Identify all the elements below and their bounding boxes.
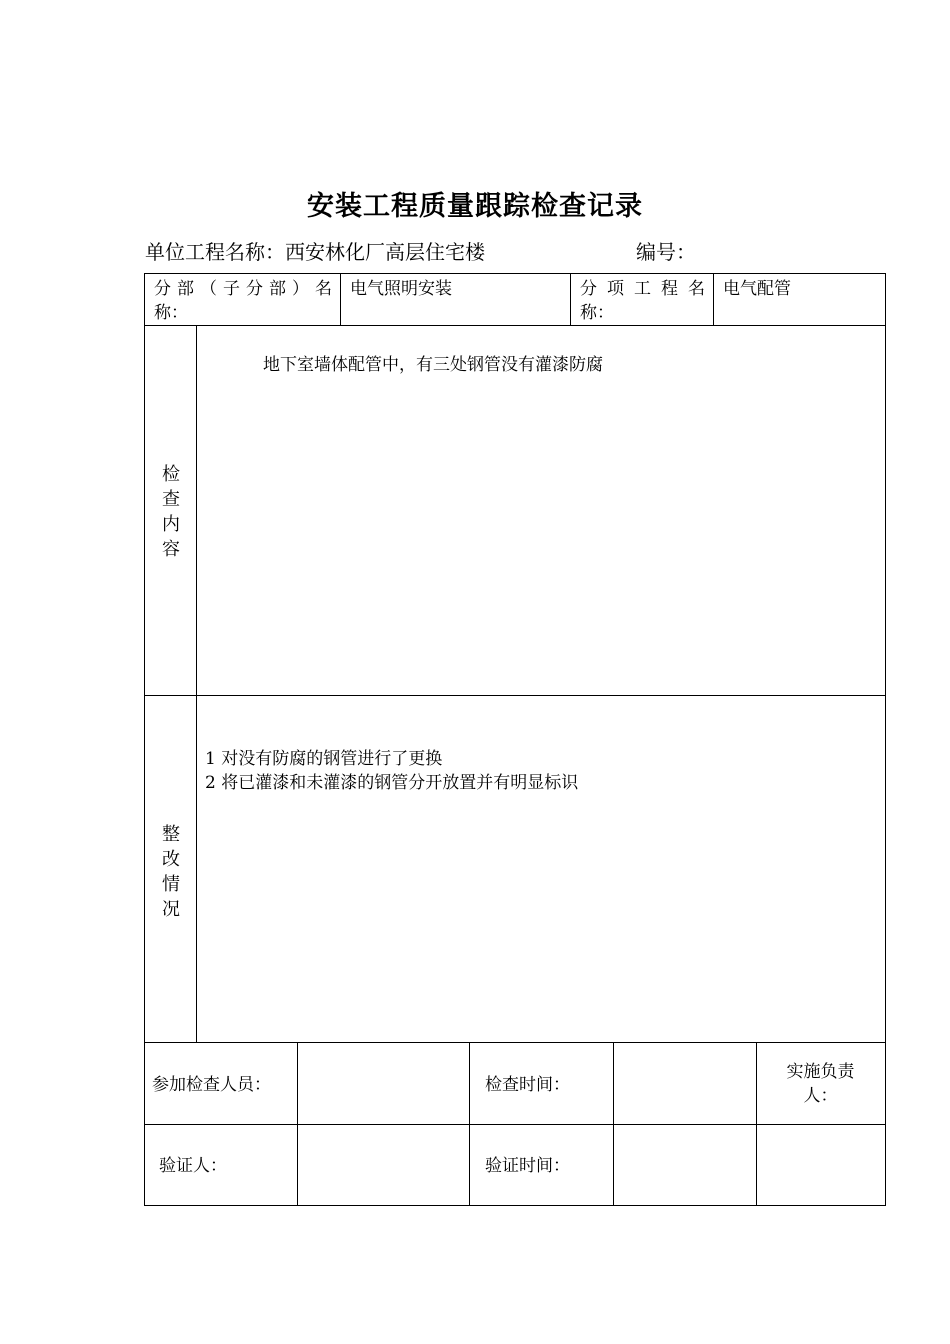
inspection-bottom-line	[145, 695, 885, 696]
row1-bottom-line	[145, 325, 885, 326]
rectification-label: 整 改 情 况	[162, 824, 180, 920]
row1-divider-2	[570, 274, 571, 325]
rectification-bottom-line	[145, 1042, 885, 1043]
footer-middle-line	[145, 1124, 885, 1125]
project-label: 单位工程名称：	[145, 240, 285, 264]
division-label: 分部（子分部）名 称：	[154, 279, 332, 323]
verify-time-label: 验证时间：	[485, 1156, 570, 1176]
row1-divider-1	[340, 274, 341, 325]
page-title: 安装工程质量跟踪检查记录	[307, 191, 643, 222]
subitem-value: 电气配管	[723, 279, 791, 299]
rectification-item: 2 将已灌漆和未灌漆的钢管分开放置并有明显标识	[205, 773, 579, 793]
inspection-content: 地下室墙体配管中，有三处钢管没有灌漆防腐	[263, 355, 603, 375]
project-name-line	[145, 236, 485, 265]
row1-divider-3	[713, 274, 714, 325]
rectification-items	[205, 747, 578, 795]
check-time-label: 检查时间：	[485, 1075, 570, 1095]
code-label: 编号：	[636, 240, 696, 264]
project-name: 西安林化厂高层住宅楼	[285, 240, 485, 264]
inspection-label: 检 查 内 容	[162, 464, 180, 560]
responsible-label: 实施负责 人：	[786, 1062, 855, 1106]
label-column-divider	[196, 325, 197, 1042]
participants-label: 参加检查人员：	[152, 1075, 271, 1095]
footer-divider-2	[469, 1042, 470, 1205]
subitem-label: 分项工程名 称：	[580, 279, 705, 323]
verifier-label: 验证人：	[159, 1156, 227, 1176]
division-value: 电气照明安装	[350, 279, 452, 299]
rectification-item: 1 对没有防腐的钢管进行了更换	[205, 749, 443, 769]
footer-divider-3	[613, 1042, 614, 1205]
record-table	[144, 273, 886, 1206]
footer-divider-1	[297, 1042, 298, 1205]
